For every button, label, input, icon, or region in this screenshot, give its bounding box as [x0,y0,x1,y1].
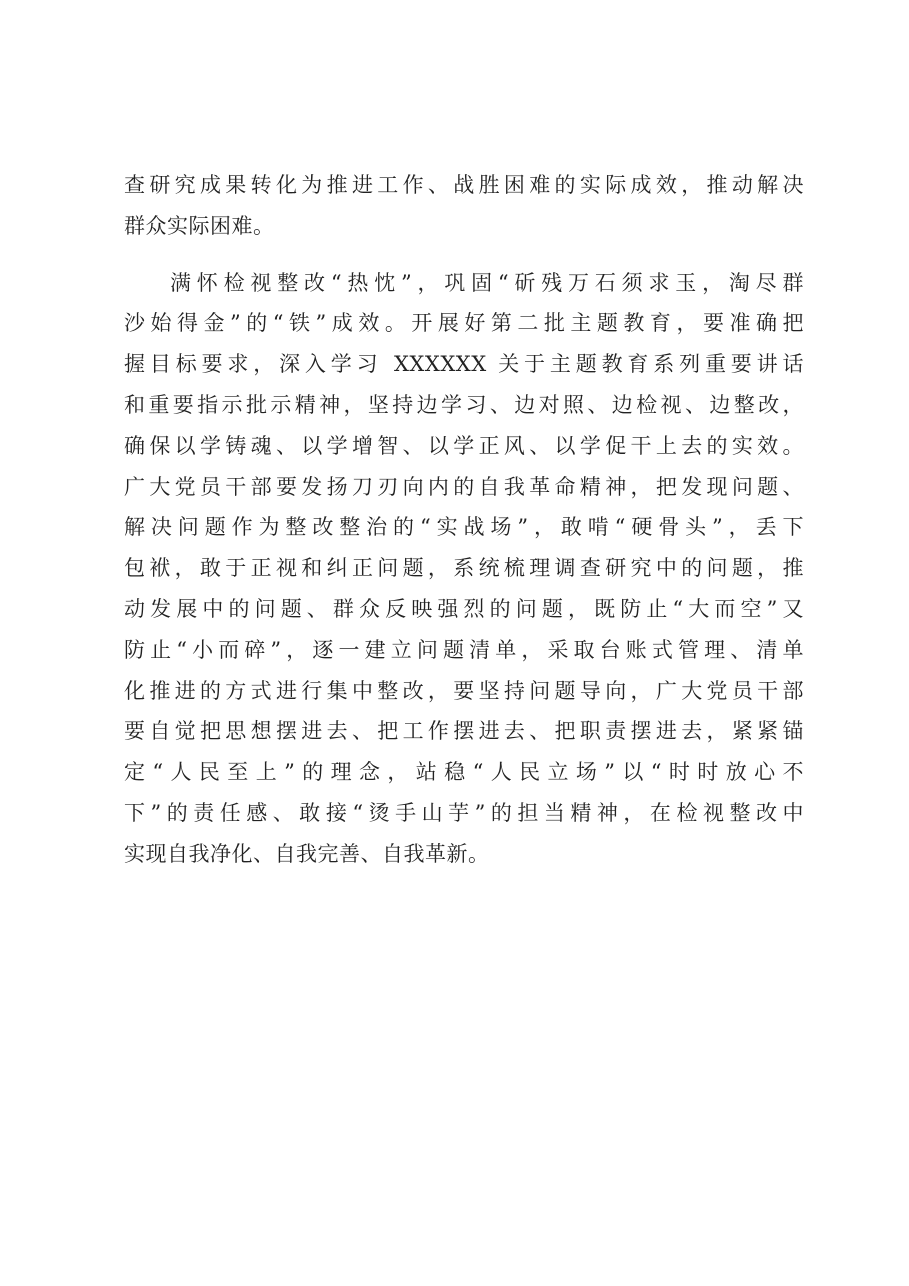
text-line: 查研究成果转化为推进工作、战胜困难的实际成效，推动解决 [124,173,804,197]
text-line: 确保以学铸魂、以学增智、以学正风、以学促干上去的实效。 [124,433,804,458]
text-line: 解决问题作为整改整治的“实战场”，敢啃“硬骨头”，丢下 [124,515,804,540]
text-line: 定“人民至上”的理念，站稳“人民立场”以“时时放心不 [124,760,804,785]
text-line: 动发展中的问题、群众反映强烈的问题，既防止“大而空”又 [124,596,804,621]
text-line: 沙始得金”的“铁”成效。开展好第二批主题教育，要准确把 [124,311,804,336]
text-line: 广大党员干部要发扬刀刃向内的自我革命精神，把发现问题、 [124,474,804,499]
text-line: 下”的责任感、敢接“烫手山芋”的担当精神，在检视整改中 [124,800,804,825]
text-line: 握目标要求，深入学习 XXXXXX 关于主题教育系列重要讲话 [124,352,804,377]
text-line: 群众实际困难。 [124,213,275,238]
text-line: 和重要指示批示精神，坚持边学习、边对照、边检视、边整改， [124,392,804,417]
text-line: 实现自我净化、自我完善、自我革新。 [124,841,490,866]
paragraph-1 [124,165,804,247]
text-line: 要自觉把思想摆进去、把工作摆进去、把职责摆进去，紧紧锚 [124,719,804,744]
paragraph-2 [124,263,804,875]
text-line: 包袱，敢于正视和纠正问题，系统梳理调查研究中的问题，推 [124,556,804,581]
paragraph-gap [124,247,804,263]
text-line: 满怀检视整改“热忱”，巩固“斫残万石须求玉，淘尽群 [170,270,804,295]
document-body [124,165,804,875]
text-line: 防止“小而碎”，逐一建立问题清单，采取台账式管理、清单 [124,637,804,662]
text-line: 化推进的方式进行集中整改，要坚持问题导向，广大党员干部 [124,678,804,703]
